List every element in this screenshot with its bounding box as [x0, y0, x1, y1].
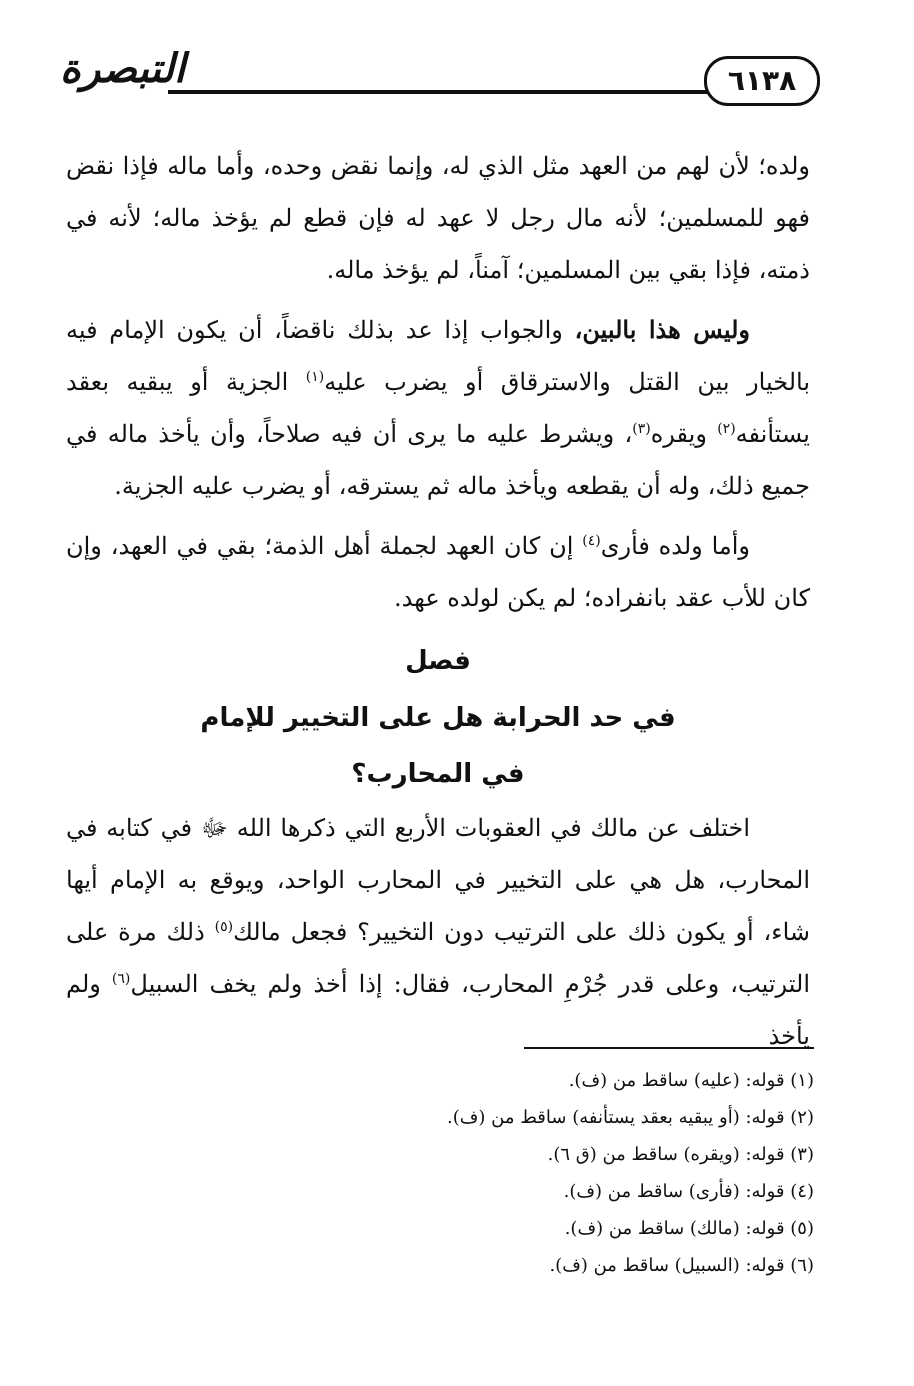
footnote-ref-2[interactable]: (٢)	[717, 421, 736, 437]
footnote-ref-4[interactable]: (٤)	[582, 533, 601, 549]
footnote-3: (٣) قوله: (ويقره) ساقط من (ق ٦).	[547, 1144, 814, 1165]
paragraph-2-text-c: ويقره	[650, 420, 718, 448]
paragraph-2	[66, 304, 810, 512]
paragraph-4-text-b: ذلك مرة على الترتيب، وعلى قدر جُرْمِ المحارب، فقال: إذا أخذ ولم يخف السبيل	[66, 918, 810, 998]
paragraph-2-bold-lead: وليس هذا بالبين،	[574, 315, 750, 344]
section-subtitle-line-2: في المحارب؟	[351, 759, 525, 789]
footnote-6: (٦) قوله: (السبيل) ساقط من (ف).	[549, 1255, 814, 1276]
main-text	[66, 140, 810, 1070]
footnotes-list	[94, 1062, 814, 1284]
paragraph-3	[66, 520, 810, 624]
footnote-separator	[524, 1047, 814, 1049]
paragraph-3-text-a: وأما ولده فأرى	[600, 532, 751, 560]
section-subtitle-line-1: في حد الحرابة هل على التخيير للإمام	[200, 703, 676, 733]
paragraph-2-text-d: ، ويشرط عليه ما يرى أن فيه صلاحاً، وأن يأخذ ماله في جميع ذلك، وله أن يقطعه ويأخذ ماله ثم يسترقه، أو يضرب عليه الجزية.	[66, 420, 810, 500]
footnote-ref-6[interactable]: (٦)	[111, 971, 131, 987]
page-number: ٦١٣٨	[704, 56, 820, 106]
paragraph-4-text-c: ولم يأخذ	[66, 970, 810, 1050]
footnote-ref-5[interactable]: (٥)	[214, 919, 234, 935]
footnote-4: (٤) قوله: (فأرى) ساقط من (ف).	[563, 1181, 814, 1202]
paragraph-2-text-a: والجواب إذا عد بذلك ناقضاً، أن يكون الإمام فيه بالخيار بين القتل والاسترقاق أو يضرب عليه	[66, 316, 810, 396]
footnote-1: (١) قوله: (عليه) ساقط من (ف).	[568, 1070, 814, 1091]
book-title: التبصرة	[60, 46, 186, 92]
section-heading: فصل	[405, 646, 471, 676]
paragraph-1-text: ولده؛ لأن لهم من العهد مثل الذي له، وإنما نقض وحده، وأما ماله فإذا نقض فهو للمسلمين؛ لأنه مال رجل لا عهد له فإن قطع لم يؤخذ ماله؛ لأنه في ذمته، فإذا بقي بين المسلمين؛ آمناً، لم يؤخذ ماله.	[66, 152, 811, 284]
paragraph-4-text-a: اختلف عن مالك في العقوبات الأربع التي ذكرها الله ﷻ في كتابه في المحارب، هل هي على التخيير في المحارب الواحد، ويوقع به الإمام أيها شاء، أو يكون ذلك على الترتيب دون التخيير؟ فجعل مالك	[66, 814, 810, 946]
page-header	[60, 40, 820, 110]
paragraph-3-text-b: إن كان العهد لجملة أهل الذمة؛ بقي في العهد، وإن كان للأب عقد بانفراده؛ لم يكن لولده عهد.	[66, 532, 810, 612]
paragraph-1	[66, 140, 810, 296]
footnote-ref-1[interactable]: (١)	[305, 369, 325, 385]
header-rule	[168, 90, 708, 94]
footnote-2: (٢) قوله: (أو يبقيه بعقد يستأنفه) ساقط من (ف).	[447, 1107, 814, 1128]
footnote-5: (٥) قوله: (مالك) ساقط من (ف).	[564, 1218, 814, 1239]
footnote-ref-3[interactable]: (٣)	[632, 421, 651, 437]
paragraph-2-text-b: الجزية أو يبقيه بعقد يستأنفه	[66, 368, 810, 448]
paragraph-4	[66, 802, 810, 1062]
